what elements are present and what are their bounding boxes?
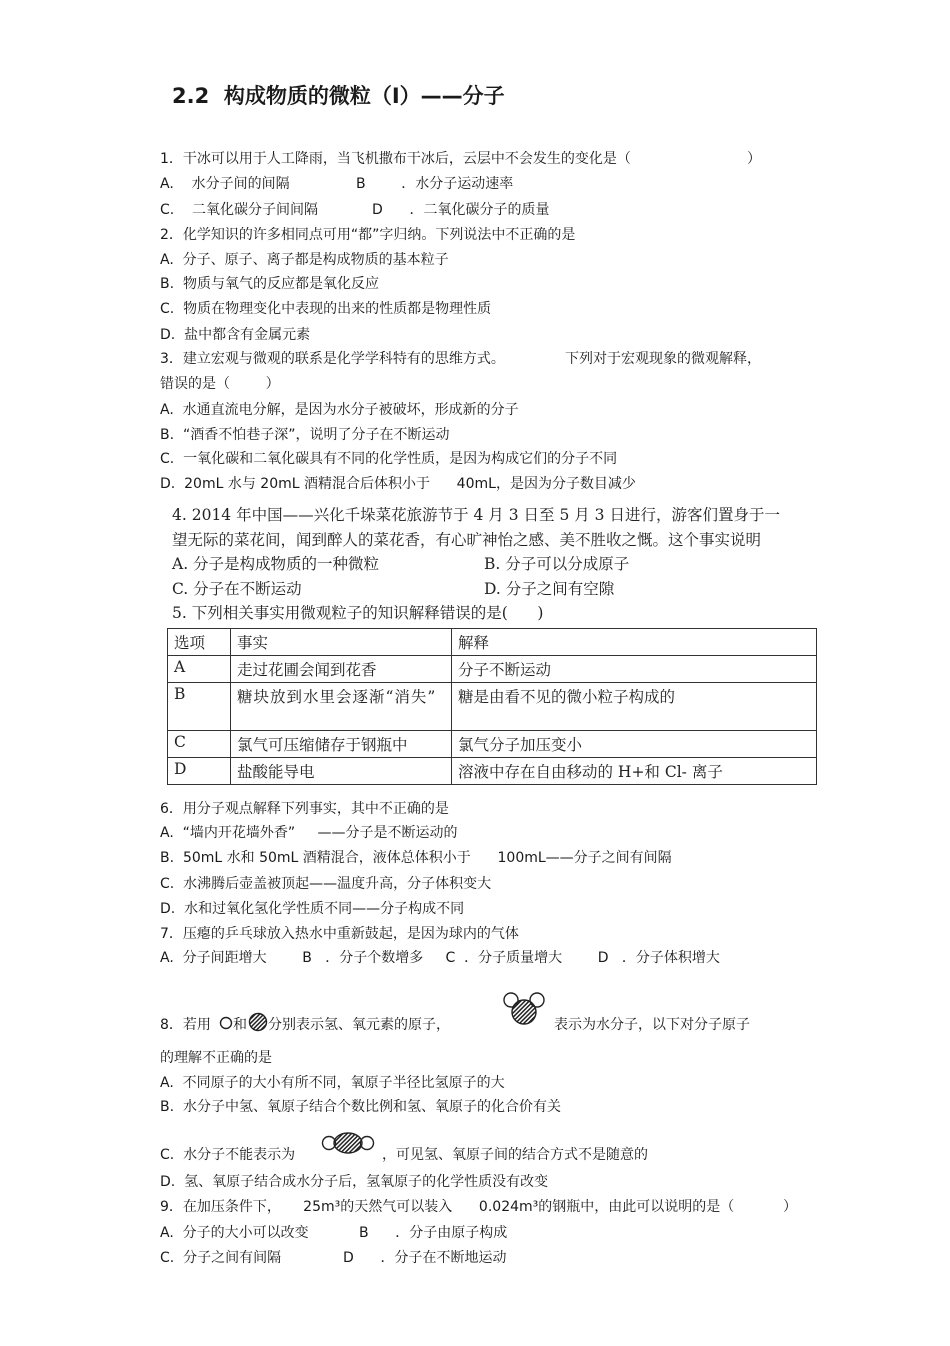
question-2-stem: 2．化学知识的许多相同点可用“都”字归纳。下列说法中不正确的是 (160, 227, 576, 243)
table-cell: D (168, 758, 231, 785)
question-1-option-b: B ．水分子运动速率 (356, 176, 514, 192)
hydrogen-atom-icon (219, 1016, 233, 1030)
table-cell: 糖是由看不见的微小粒子构成的 (452, 683, 817, 731)
question-2-option-d: D. 盐中都含有金属元素 (160, 327, 311, 343)
question-1-option-d: D ．二氧化碳分子的质量 (372, 202, 550, 218)
question-9-option-a: A. 分子的大小可以改变 (160, 1225, 309, 1241)
question-6-option-c: C. 水沸腾后壶盖被顶起——温度升高，分子体积变大 (160, 876, 492, 892)
table-cell: 氯气可压缩储存于钢瓶中 (231, 731, 452, 758)
question-8-stem-part4: 表示为水分子，以下对分子原子 (554, 1017, 750, 1033)
table-cell: 盐酸能导电 (231, 758, 452, 785)
question-1-stem: 1．干冰可以用于人工降雨，当飞机撒布干冰后，云层中不会发生的变化是（ (160, 151, 631, 167)
question-3-stem-part2: 下列对于宏观现象的微观解释， (565, 351, 761, 367)
question-3-option-a: A. 水通直流电分解，是因为水分子被破坏，形成新的分子 (160, 402, 519, 418)
question-9-option-c: C. 分子之间有间隔 (160, 1250, 282, 1266)
question-4-option-c: C. 分子在不断运动 (172, 580, 302, 598)
table-row (168, 731, 817, 758)
question-3-option-c: C. 一氧化碳和二氧化碳具有不同的化学性质，是因为构成它们的分子不同 (160, 451, 618, 467)
question-2-option-a: A. 分子、原子、离子都是构成物质的基本粒子 (160, 252, 449, 268)
question-8-option-b: B. 水分子中氢、氧原子结合个数比例和氢、氧原子的化合价有关 (160, 1099, 561, 1115)
table-header-cell: 选项 (168, 629, 231, 656)
question-8-stem-part2: 和 (233, 1017, 247, 1033)
question-4-option-b: B. 分子可以分成原子 (484, 555, 630, 573)
question-4-line-2: 望无际的菜花间，闻到醉人的菜花香，有心旷神怡之感、美不胜收之慨。这个事实说明 (172, 531, 762, 549)
question-5-stem: 5. 下列相关事实用微观粒子的知识解释错误的是( ) (172, 604, 544, 622)
question-8-option-c-part2: ，可见氢、氧原子间的结合方式不是随意的 (382, 1147, 648, 1163)
question-1-close-paren: ） (747, 151, 761, 167)
question-1-option-a: A. 水分子间的间隔 (160, 176, 290, 192)
question-3-stem-part1: 3．建立宏观与微观的联系是化学学科特有的思维方式。 (160, 351, 505, 367)
question-3-option-b: B. “酒香不怕巷子深”，说明了分子在不断运动 (160, 427, 450, 443)
question-9-option-d: D ．分子在不断地运动 (343, 1250, 507, 1266)
question-8-stem-part1: 8．若用 (160, 1017, 211, 1033)
table-cell: 糖块放到水里会逐渐“消失” (231, 683, 452, 731)
table-cell: A (168, 656, 231, 683)
question-2-option-b: B. 物质与氧气的反应都是氧化反应 (160, 276, 379, 292)
question-8-option-c-part1: C. 水分子不能表示为 (160, 1147, 296, 1163)
water-molecule-icon (500, 991, 548, 1027)
table-row (168, 758, 817, 785)
question-4-option-a: A. 分子是构成物质的一种微粒 (172, 555, 380, 573)
question-3-option-d: D. 20mL 水与 20mL 酒精混合后体积小于 40mL，是因为分子数目减少 (160, 476, 636, 492)
question-6-option-b: B. 50mL 水和 50mL 酒精混合，液体总体积小于 100mL——分子之间有间隔 (160, 850, 672, 866)
question-2-option-c: C. 物质在物理变化中表现的出来的性质都是物理性质 (160, 301, 492, 317)
linear-molecule-icon (320, 1130, 376, 1156)
question-5-table (167, 628, 817, 785)
question-8-option-a: A. 不同原子的大小有所不同，氧原子半径比氢原子的大 (160, 1075, 505, 1091)
question-7-options: A. 分子间距增大 B ．分子个数增多 C ．分子质量增大 D ．分子体积增大 (160, 950, 720, 966)
table-cell: 溶液中存在自由移动的 H+和 Cl- 离子 (452, 758, 817, 785)
page-title: 2.2 构成物质的微粒（Ⅰ）——分子 (172, 84, 505, 108)
question-8-option-d: D. 氢、氧原子结合成水分子后，氢氧原子的化学性质没有改变 (160, 1174, 549, 1190)
question-9-stem: 9．在加压条件下， 25m³的天然气可以装入 0.024m³的钢瓶中，由此可以说明的是（ (160, 1199, 735, 1215)
question-3-stem-part3: 错误的是（ ） (160, 376, 280, 392)
question-4-option-d: D. 分子之间有空隙 (484, 580, 615, 598)
question-8-stem-part3: 分别表示氢、氧元素的原子， (268, 1017, 450, 1033)
table-cell: 分子不断运动 (452, 656, 817, 683)
question-4-line-1: 4. 2014 年中国——兴化千垛菜花旅游节于 4 月 3 日至 5 月 3 日进行，游客们置身于一 (172, 506, 780, 524)
table-header-row (168, 629, 817, 656)
question-9-option-b: B ．分子由原子构成 (359, 1225, 508, 1241)
question-1-option-c: C. 二氧化碳分子间间隔 (160, 202, 319, 218)
question-7-stem: 7．压瘪的乒乓球放入热水中重新鼓起，是因为球内的气体 (160, 926, 519, 942)
oxygen-atom-icon (248, 1012, 268, 1032)
table-header-cell: 解释 (452, 629, 817, 656)
question-6-stem: 6．用分子观点解释下列事实，其中不正确的是 (160, 801, 449, 817)
question-6-option-d: D. 水和过氧化氢化学性质不同——分子构成不同 (160, 901, 465, 917)
question-6-option-a: A. “墙内开花墙外香” ——分子是不断运动的 (160, 825, 458, 841)
table-row (168, 656, 817, 683)
table-cell: B (168, 683, 231, 731)
table-cell: 走过花圃会闻到花香 (231, 656, 452, 683)
question-8-stem-part5: 的理解不正确的是 (160, 1050, 272, 1066)
table-cell: 氯气分子加压变小 (452, 731, 817, 758)
question-9-close-paren: ） (783, 1199, 797, 1215)
table-cell: C (168, 731, 231, 758)
table-row (168, 683, 817, 731)
table-header-cell: 事实 (231, 629, 452, 656)
